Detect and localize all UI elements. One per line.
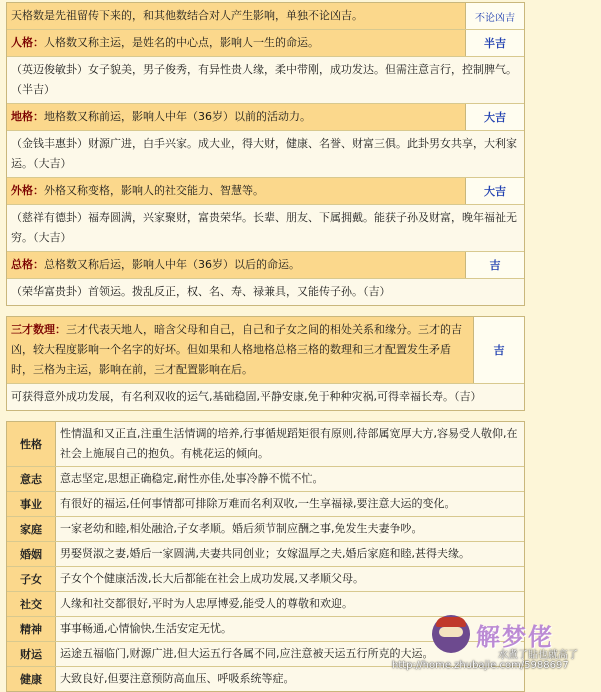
grid-badge: 吉 [465, 252, 524, 278]
sancai-row [7, 317, 524, 384]
grid-key: 外格： [11, 184, 44, 197]
life-label: 性格 [7, 422, 56, 466]
life-row [7, 422, 524, 467]
tiange-badge: 不论凶吉 [465, 3, 524, 29]
grid-badge: 大吉 [465, 104, 524, 130]
life-text: 意志坚定,思想正确稳定,耐性亦佳,处事冷静不慌不忙。 [56, 467, 524, 491]
life-text: 事事畅通,心情愉快,生活安定无忧。 [56, 617, 524, 641]
life-text: 运途五福临门,财源广进,但大运五行各属不同,应注意被天运五行所克的大运。 [56, 642, 524, 666]
life-row [7, 492, 524, 517]
grid-desc: 总格数又称后运，影响人中年（36岁）以后的命运。 [44, 258, 300, 271]
life-text: 男娶贤淑之妻,婚后一家圆满,夫妻共同创业；女嫁温厚之夫,婚后家庭和睦,甚得夫缘。 [56, 542, 524, 566]
tiange-row [7, 3, 524, 30]
grid-row [7, 252, 524, 279]
life-label: 财运 [7, 642, 56, 666]
life-label: 健康 [7, 667, 56, 691]
life-label: 意志 [7, 467, 56, 491]
watermark-top: 水煮了貼也就高了 [498, 650, 578, 661]
life-text: 有很好的福运,任何事情都可排除万难而名利双收,一生享福禄,要注意大运的变化。 [56, 492, 524, 516]
grid-detail-row [7, 279, 524, 305]
grid-key: 地格： [11, 110, 44, 123]
life-text: 性情温和又正直,注重生活情调的培养,行事循规蹈矩很有原则,待部属宽厚大方,容易受人敬仰,在社会上施展自己的抱负。有桃花运的倾向。 [56, 422, 524, 466]
name-analysis-report [6, 2, 525, 692]
sancai-detail: 可获得意外成功发展，有名利双收的运气,基础稳固,平静安康,免于种种灾祸,可得幸福长寿。（吉） [11, 390, 482, 403]
life-text: 人缘和社交都很好,平时为人忠厚博爱,能受人的尊敬和欢迎。 [56, 592, 524, 616]
life-text: 子女个个健康活泼,长大后都能在社会上成功发展,又孝顺父母。 [56, 567, 524, 591]
grid-analysis-table [6, 2, 525, 306]
grid-desc: 地格数又称前运，影响人中年（36岁）以前的活动力。 [44, 110, 311, 123]
grid-key: 总格： [11, 258, 44, 271]
grid-detail: （慈祥有德卦）福寿圆满，兴家聚财，富贵荣华。长辈、朋友、下属拥戴。能获子孙及财富，晚年福祉无穷。（大吉） [11, 211, 517, 244]
sancai-table [6, 316, 525, 411]
grid-badge: 半吉 [465, 30, 524, 56]
grid-detail: （金钱丰惠卦）财源广进，白手兴家。成大业，得大财，健康、名誉、财富三俱。此卦男女共享，大利家运。（大吉） [11, 137, 517, 170]
life-label: 婚姻 [7, 542, 56, 566]
life-label: 事业 [7, 492, 56, 516]
grid-desc: 外格又称变格，影响人的社交能力、智慧等。 [44, 184, 264, 197]
life-label: 家庭 [7, 517, 56, 541]
sancai-key: 三才数理： [11, 323, 66, 336]
tiange-text: 天格数是先祖留传下来的，和其他数结合对人产生影响，单独不论凶吉。 [11, 9, 363, 22]
sancai-badge: 吉 [473, 317, 524, 383]
life-row [7, 567, 524, 592]
sancai-text: 三才代表天地人，暗含父母和自己，自己和子女之间的相处关系和缘分。三才的吉凶，较大程度影响一个名字的好坏。但如果和人格地格总格三格的数理和三才配置发生矛盾时，三格为主运，影响在前，三才配置影响在后。 [11, 323, 462, 376]
grid-key: 人格： [11, 36, 44, 49]
life-label: 精神 [7, 617, 56, 641]
life-text: 一家老幼和睦,相处融洽,子女孝顺。婚后须节制应酬之事,免发生夫妻争吵。 [56, 517, 524, 541]
life-row [7, 517, 524, 542]
life-text: 大致良好,但要注意预防高血压、呼吸系统等症。 [56, 667, 524, 691]
grid-desc: 人格数又称主运，是姓名的中心点，影响人一生的命运。 [44, 36, 319, 49]
life-label: 社交 [7, 592, 56, 616]
life-row [7, 467, 524, 492]
grid-detail-row [7, 205, 524, 252]
grid-detail: （英迈俊敏卦）女子貌美，男子俊秀，有异性贵人缘，柔中带刚，成功发达。但需注意言行，控制脾气。（半吉） [11, 63, 517, 96]
grid-detail-row [7, 131, 524, 178]
grid-detail: （荣华富贵卦）首领运。拨乱反正，权、名、寿、禄兼具，又能传子孙。（吉） [11, 285, 391, 298]
logo-brand-text: 解梦佬 [476, 622, 554, 651]
life-label: 子女 [7, 567, 56, 591]
sancai-detail-row [7, 384, 524, 410]
grid-row [7, 30, 524, 57]
life-row [7, 542, 524, 567]
grid-detail-row [7, 57, 524, 104]
grid-row [7, 104, 524, 131]
watermark-url: http://home.zhubajie.com/5988697 [392, 660, 569, 671]
grid-row [7, 178, 524, 205]
grid-badge: 大吉 [465, 178, 524, 204]
mascot-icon [432, 615, 470, 653]
